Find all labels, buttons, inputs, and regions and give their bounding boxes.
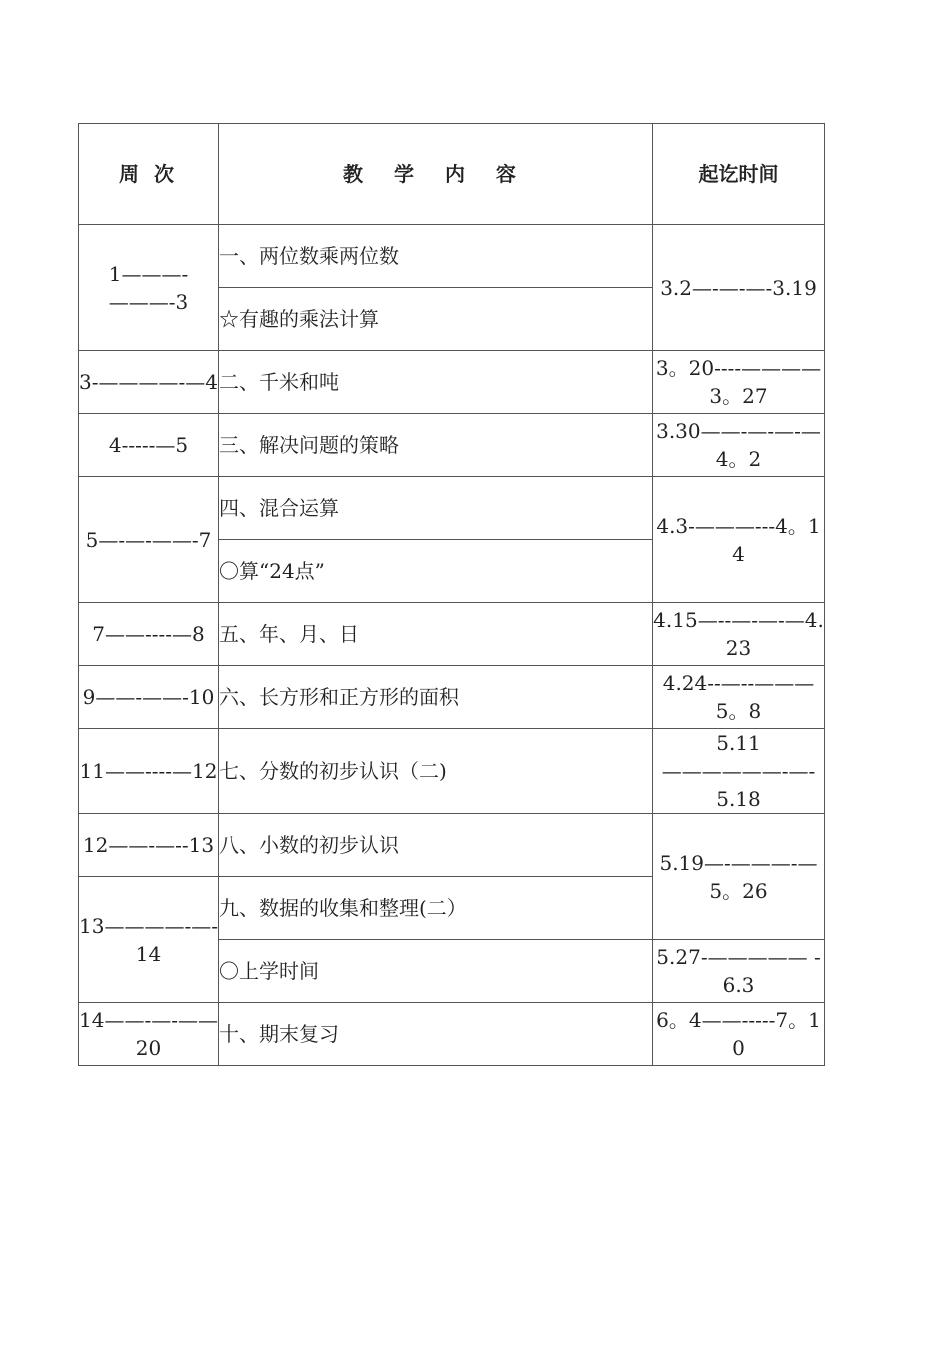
content-cell: 五、年、月、日 bbox=[219, 603, 653, 666]
time-cell: 5.11——————-—-5.18 bbox=[653, 729, 825, 814]
content-cell: 四、混合运算 bbox=[219, 477, 653, 540]
week-cell: 9——-——-10 bbox=[79, 666, 219, 729]
week-cell: 3-————-—4 bbox=[79, 351, 219, 414]
content-cell: 一、两位数乘两位数 bbox=[219, 225, 653, 288]
header-week: 周 次 bbox=[79, 124, 219, 225]
time-cell: 5.27-————— -6.3 bbox=[653, 940, 825, 1003]
content-cell: 〇上学时间 bbox=[219, 940, 653, 1003]
header-content: 教 学 内 容 bbox=[219, 124, 653, 225]
table-row bbox=[79, 729, 825, 814]
week-cell: 5—-—-——-7 bbox=[79, 477, 219, 603]
table-row bbox=[79, 666, 825, 729]
content-cell: 〇算“24点” bbox=[219, 540, 653, 603]
week-cell: 14——-—-——20 bbox=[79, 1003, 219, 1066]
time-cell: 5.19—-———-—5。26 bbox=[653, 814, 825, 940]
header-time: 起讫时间 bbox=[653, 124, 825, 225]
content-cell: 十、期末复习 bbox=[219, 1003, 653, 1066]
week-cell: 11——----—12 bbox=[79, 729, 219, 814]
time-cell: 4.24--—--———5。8 bbox=[653, 666, 825, 729]
content-cell: 二、千米和吨 bbox=[219, 351, 653, 414]
schedule-table bbox=[78, 123, 825, 1066]
table-row bbox=[79, 477, 825, 540]
time-cell: 3。20----————3。27 bbox=[653, 351, 825, 414]
content-cell: 八、小数的初步认识 bbox=[219, 814, 653, 877]
table-row bbox=[79, 351, 825, 414]
time-cell: 3.2—-—-—-3.19 bbox=[653, 225, 825, 351]
table-row bbox=[79, 1003, 825, 1066]
time-cell: 4.15—--—-—-—4.23 bbox=[653, 603, 825, 666]
content-cell: 六、长方形和正方形的面积 bbox=[219, 666, 653, 729]
time-cell: 3.30——-—-—-—4。2 bbox=[653, 414, 825, 477]
table-row bbox=[79, 814, 825, 877]
header-row bbox=[79, 124, 825, 225]
content-cell: ☆有趣的乘法计算 bbox=[219, 288, 653, 351]
week-cell: 12——-—--13 bbox=[79, 814, 219, 877]
week-cell: 13————-—-14 bbox=[79, 877, 219, 1003]
week-cell: 4-----—5 bbox=[79, 414, 219, 477]
content-cell: 三、解决问题的策略 bbox=[219, 414, 653, 477]
time-cell: 6。4——-----7。10 bbox=[653, 1003, 825, 1066]
content-cell: 七、分数的初步认识（二) bbox=[219, 729, 653, 814]
week-cell: 1———-———-3 bbox=[79, 225, 219, 351]
time-cell: 4.3-———---4。14 bbox=[653, 477, 825, 603]
content-cell: 九、数据的收集和整理(二） bbox=[219, 877, 653, 940]
table-row bbox=[79, 603, 825, 666]
week-cell: 7——----—8 bbox=[79, 603, 219, 666]
table-row bbox=[79, 225, 825, 288]
table-row bbox=[79, 414, 825, 477]
